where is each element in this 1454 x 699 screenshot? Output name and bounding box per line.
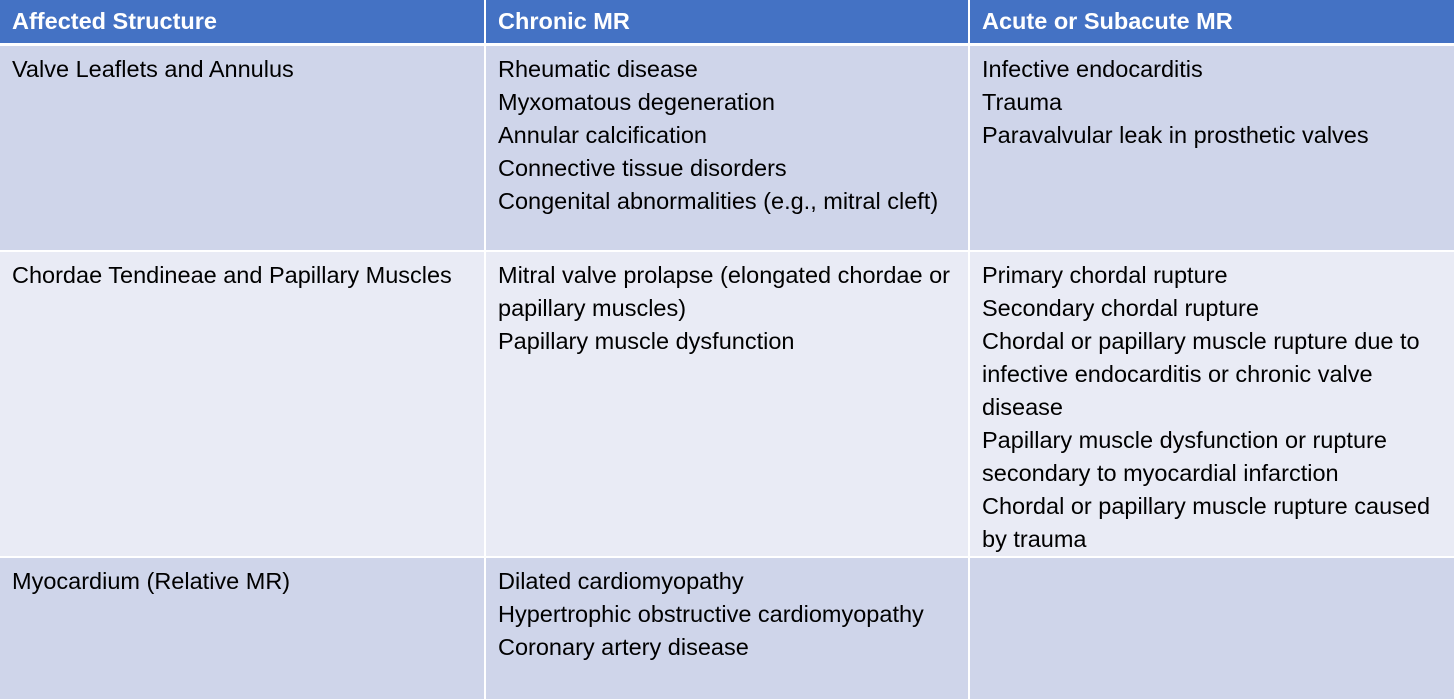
chronic-cell (486, 46, 968, 250)
acute-cell (970, 46, 1454, 250)
structure-cell (0, 46, 484, 250)
header-chronic-mr: Chronic MR (486, 0, 968, 43)
list-item: Dilated cardiomyopathy (498, 568, 744, 594)
table-header-row (0, 0, 1454, 43)
table-row (0, 252, 1454, 556)
list-item: Coronary artery disease (498, 634, 749, 660)
structure-label: Valve Leaflets and Annulus (12, 56, 294, 82)
header-acute-mr: Acute or Subacute MR (970, 0, 1454, 43)
list-item: Chordal or papillary muscle rupture due to infective endocarditis or chronic valve disease (982, 328, 1420, 420)
list-item: Secondary chordal rupture (982, 295, 1259, 321)
structure-cell (0, 252, 484, 556)
list-item: Connective tissue disorders (498, 155, 787, 181)
list-item: Infective endocarditis (982, 56, 1203, 82)
list-item: Congenital abnormalities (e.g., mitral cleft) (498, 188, 939, 214)
structure-label: Chordae Tendineae and Papillary Muscles (12, 262, 452, 288)
list-item: Papillary muscle dysfunction or rupture secondary to myocardial infarction (982, 427, 1387, 486)
table-row (0, 558, 1454, 699)
list-item: Papillary muscle dysfunction (498, 328, 795, 354)
header-affected-structure: Affected Structure (0, 0, 484, 43)
list-item: Mitral valve prolapse (elongated chordae or papillary muscles) (498, 262, 950, 321)
list-item: Trauma (982, 89, 1063, 115)
acute-cell (970, 558, 1454, 699)
list-item: Annular calcification (498, 122, 707, 148)
list-item: Hypertrophic obstructive cardiomyopathy (498, 601, 924, 627)
structure-cell (0, 558, 484, 699)
list-item: Primary chordal rupture (982, 262, 1228, 288)
chronic-cell (486, 252, 968, 556)
chronic-cell (486, 558, 968, 699)
list-item: Rheumatic disease (498, 56, 698, 82)
list-item: Chordal or papillary muscle rupture caused by trauma (982, 493, 1431, 552)
acute-cell (970, 252, 1454, 556)
structure-label: Myocardium (Relative MR) (12, 568, 291, 594)
list-item: Myxomatous degeneration (498, 89, 775, 115)
list-item: Paravalvular leak in prosthetic valves (982, 122, 1369, 148)
table-row (0, 46, 1454, 250)
